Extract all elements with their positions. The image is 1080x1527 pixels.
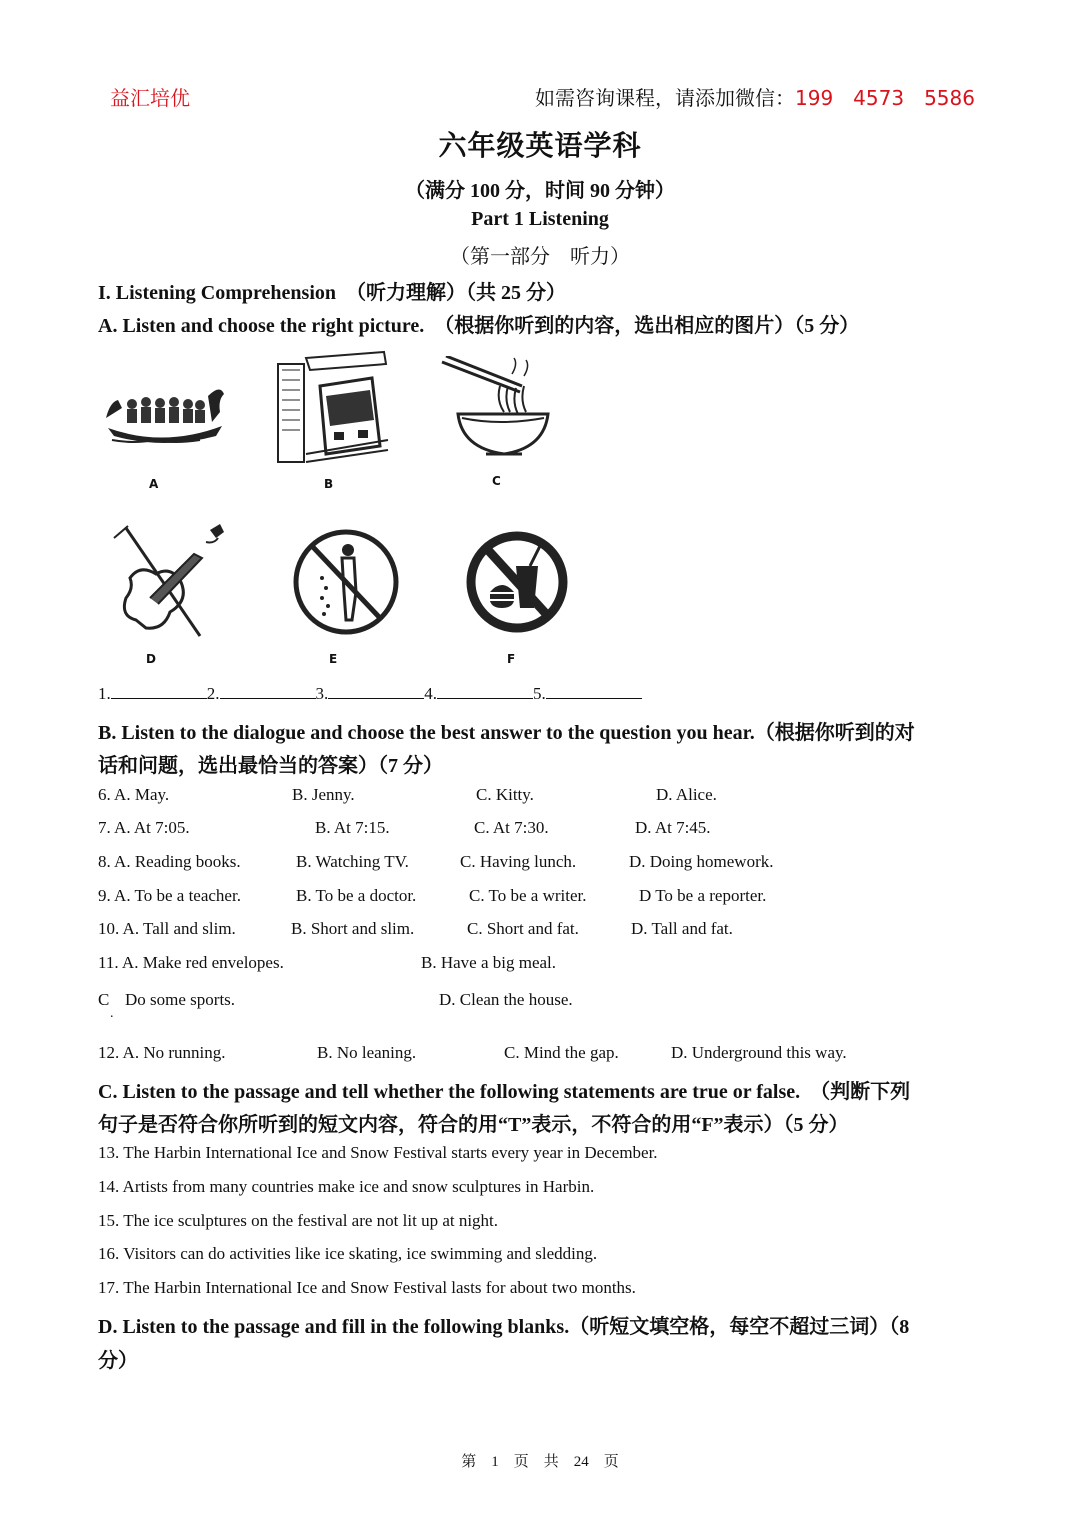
contact-line	[535, 82, 975, 111]
q11-option-c-dot: .	[110, 1006, 114, 1021]
q8-option-b: B. Watching TV.	[296, 852, 409, 871]
section-b-heading-line2: 话和问题，选出最恰当的答案）（7 分）	[98, 755, 443, 777]
q6-option-b: B. Jenny.	[292, 785, 355, 804]
page-subtitle: （满分 100 分，时间 90 分钟）	[405, 180, 675, 202]
picture-label-c: C	[492, 474, 501, 488]
brand-name: 益汇培优	[110, 86, 190, 110]
q10-option-a: 10. A. Tall and slim.	[98, 919, 236, 938]
q12-option-b: B. No leaning.	[317, 1043, 417, 1062]
q10-option-b: B. Short and slim.	[291, 919, 415, 938]
q7-option-d: D. At 7:45.	[635, 818, 711, 837]
statement-16: 16. Visitors can do activities like ice skating, ice swimming and sledding.	[98, 1244, 598, 1263]
q6-option-a: 6. A. May.	[98, 785, 170, 804]
blank-label-3: 3.	[315, 684, 329, 703]
statement-14: 14. Artists from many countries make ice and snow sculptures in Harbin.	[98, 1177, 595, 1196]
page-title: 六年级英语学科	[438, 131, 642, 162]
q9-option-b: B. To be a doctor.	[296, 886, 417, 905]
blank-label-2: 2.	[206, 684, 220, 703]
q8-option-d: D. Doing homework.	[629, 852, 774, 871]
q9-option-c: C. To be a writer.	[469, 886, 587, 905]
q8-option-a: 8. A. Reading books.	[98, 852, 241, 871]
no-food-picture	[464, 528, 570, 636]
blank-label-4: 4.	[424, 684, 437, 703]
statement-17: 17. The Harbin International Ice and Snow Festival lasts for about two months.	[98, 1278, 636, 1297]
q6-option-c: C. Kitty.	[476, 785, 534, 804]
picture-label-e: E	[329, 652, 338, 666]
q11-option-d: D. Clean the house.	[439, 990, 573, 1009]
q7-option-a: 7. A. At 7:05.	[98, 818, 190, 837]
section-1-heading: I. Listening Comprehension （听力理解）（共 25 分）	[98, 282, 567, 304]
q7-option-c: C. At 7:30.	[474, 818, 549, 837]
train-picture	[276, 350, 390, 464]
blank-label-1: 1.	[98, 684, 111, 703]
q12-option-d: D. Underground this way.	[671, 1043, 847, 1062]
contact-prefix: 如需咨询课程，请添加微信：	[535, 86, 795, 110]
answer-blanks	[98, 684, 642, 704]
blank-5[interactable]	[546, 684, 642, 699]
q11-option-c-letter: C	[98, 990, 110, 1009]
q6-option-d: D. Alice.	[656, 785, 717, 804]
q8-option-c: C. Having lunch.	[460, 852, 577, 871]
q11-option-c: Do some sports.	[125, 990, 236, 1009]
section-c-heading-line2: 句子是否符合你所听到的短文内容，符合的用“T”表示，不符合的用“F”表示）（5 分）	[98, 1114, 849, 1136]
dragon-boat-picture	[104, 378, 226, 448]
section-b-heading-line1: B. Listen to the dialogue and choose the best answer to the question you hear.（根据你听到的对	[98, 722, 915, 744]
picture-label-d: D	[146, 652, 156, 666]
no-littering-picture	[292, 526, 400, 638]
q10-option-d: D. Tall and fat.	[631, 919, 733, 938]
statement-15: 15. The ice sculptures on the festival are not lit up at night.	[98, 1211, 499, 1230]
q12-option-a: 12. A. No running.	[98, 1043, 226, 1062]
section-c-heading-line1: C. Listen to the passage and tell whether the following statements are true or false. （判断下列	[98, 1081, 911, 1103]
section-d-heading-line1: D. Listen to the passage and fill in the following blanks.（听短文填空格，每空不超过三词）（8	[98, 1316, 910, 1338]
section-a-heading: A. Listen and choose the right picture. （根据你听到的内容，选出相应的图片）（5 分）	[98, 315, 860, 337]
q10-option-c: C. Short and fat.	[467, 919, 579, 938]
section-d-heading-line2: 分）	[98, 1350, 138, 1372]
q11-option-a: 11. A. Make red envelopes.	[98, 953, 284, 972]
blank-label-5: 5.	[533, 684, 546, 703]
q11-option-b: B. Have a big meal.	[421, 953, 557, 972]
q9-option-d: D To be a reporter.	[639, 886, 767, 905]
noodles-picture	[440, 356, 552, 460]
part-cn: （第一部分 听力）	[450, 246, 630, 268]
page-footer: 第 1 页 共 24 页	[461, 1454, 619, 1470]
q9-option-a: 9. A. To be a teacher.	[98, 886, 241, 905]
violin-picture	[106, 520, 230, 642]
q7-option-b: B. At 7:15.	[315, 818, 390, 837]
statement-13: 13. The Harbin International Ice and Snow Festival starts every year in December.	[98, 1143, 658, 1162]
blank-3[interactable]	[328, 684, 424, 699]
phone-number: 199 4573 5586	[795, 86, 975, 110]
blank-2[interactable]	[220, 684, 316, 699]
picture-label-f: F	[507, 652, 516, 666]
blank-4[interactable]	[437, 684, 533, 699]
blank-1[interactable]	[111, 684, 207, 699]
picture-label-b: B	[324, 477, 334, 491]
picture-label-a: A	[149, 477, 159, 491]
q12-option-c: C. Mind the gap.	[504, 1043, 619, 1062]
part-title: Part 1 Listening	[471, 208, 609, 230]
